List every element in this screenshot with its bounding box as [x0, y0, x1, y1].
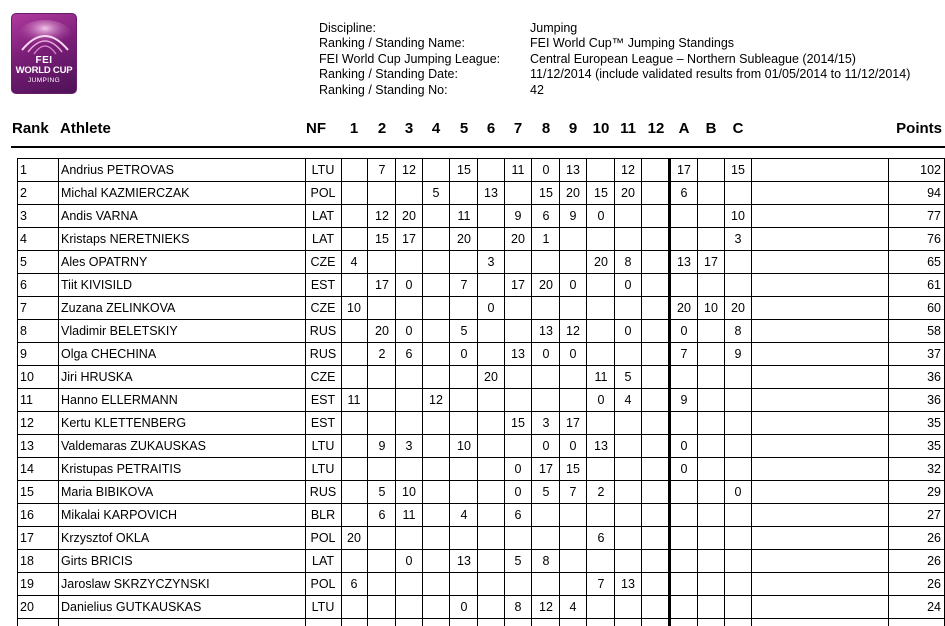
points-cell: 32: [927, 462, 941, 476]
nf-cell: LAT: [312, 554, 334, 568]
score-cell: 0: [597, 393, 605, 407]
score-cell: 20: [457, 232, 471, 246]
athlete-name: Tiit KIVISILD: [61, 278, 133, 292]
nf-cell: BLR: [310, 508, 336, 522]
score-cell: 7: [460, 278, 468, 292]
score-cell: 11: [457, 209, 471, 223]
points-cell: 60: [927, 301, 941, 315]
points-cell: 76: [927, 232, 941, 246]
score-cell: 8: [734, 324, 742, 338]
score-cell: 8: [542, 554, 550, 568]
nf-cell: RUS: [309, 347, 337, 361]
score-cell: 0: [597, 209, 605, 223]
score-cell: 15: [566, 462, 580, 476]
score-cell: 17: [375, 278, 389, 292]
athlete-name: Jaroslaw SKRZYCZYNSKI: [61, 577, 210, 591]
score-cell: 6: [514, 508, 522, 522]
nf-cell: RUS: [309, 324, 337, 338]
score-cell: 9: [514, 209, 522, 223]
score-cell: 5: [378, 485, 386, 499]
header-divider: [11, 146, 945, 148]
standing-info: [319, 21, 910, 98]
score-cell: 11: [347, 393, 361, 407]
nf-cell: LTU: [311, 439, 335, 453]
standings-table: [17, 158, 945, 626]
rank-cell: 14: [20, 462, 34, 476]
points-cell: 61: [927, 278, 941, 292]
score-cell: 0: [405, 278, 413, 292]
score-cell: 0: [734, 485, 742, 499]
score-cell: 12: [566, 324, 580, 338]
score-cell: 3: [542, 416, 550, 430]
score-cell: 2: [597, 485, 605, 499]
score-cell: 13: [484, 186, 498, 200]
score-cell: 5: [624, 370, 632, 384]
points-cell: 58: [927, 324, 941, 338]
nf-cell: CZE: [310, 301, 336, 315]
info-row: [319, 83, 910, 98]
score-cell: 4: [350, 255, 358, 269]
score-cell: 4: [624, 393, 632, 407]
athlete-name: Kristaps NERETNIEKS: [61, 232, 190, 246]
points-cell: 65: [927, 255, 941, 269]
score-cell: 6: [597, 531, 605, 545]
rank-cell: 7: [20, 301, 27, 315]
points-cell: 102: [920, 163, 941, 177]
score-cell: 7: [680, 347, 688, 361]
score-cell: 11: [511, 163, 525, 177]
score-cell: 20: [484, 370, 498, 384]
score-cell: 20: [511, 232, 525, 246]
athlete-name: Olga CHECHINA: [61, 347, 157, 361]
nf-cell: EST: [310, 393, 336, 407]
header-event-9: 9: [568, 120, 578, 137]
info-row: [319, 52, 910, 67]
header-athlete: Athlete: [60, 120, 111, 137]
athlete-name: Andis VARNA: [61, 209, 138, 223]
score-cell: 17: [677, 163, 691, 177]
score-cell: 12: [621, 163, 635, 177]
points-cell: 36: [927, 370, 941, 384]
score-cell: 11: [594, 370, 608, 384]
score-cell: 13: [539, 324, 553, 338]
score-cell: 15: [375, 232, 389, 246]
rank-cell: 4: [20, 232, 27, 246]
score-cell: 5: [432, 186, 440, 200]
score-cell: 0: [542, 163, 550, 177]
points-cell: 94: [927, 186, 941, 200]
score-cell: 12: [429, 393, 443, 407]
score-cell: 9: [734, 347, 742, 361]
rank-cell: 11: [20, 393, 33, 407]
nf-cell: CZE: [310, 370, 336, 384]
score-cell: 9: [569, 209, 577, 223]
athlete-name: Hanno ELLERMANN: [61, 393, 178, 407]
nf-cell: LTU: [311, 462, 335, 476]
score-cell: 20: [677, 301, 691, 315]
rank-cell: 12: [20, 416, 34, 430]
score-cell: 10: [347, 301, 361, 315]
score-cell: 0: [405, 554, 413, 568]
info-value: Central European League – Northern Subleague (2014/15): [530, 51, 856, 66]
score-cell: 3: [487, 255, 495, 269]
nf-cell: POL: [310, 186, 336, 200]
info-label: Ranking / Standing Name:: [319, 36, 465, 51]
score-cell: 0: [460, 347, 468, 361]
rank-cell: 18: [20, 554, 34, 568]
score-cell: 11: [402, 508, 416, 522]
score-cell: 8: [514, 600, 522, 614]
header-event-2: 2: [377, 120, 387, 137]
header-event-c: C: [732, 120, 744, 137]
rank-cell: 20: [20, 600, 34, 614]
info-value: 42: [530, 82, 544, 97]
athlete-name: Jiri HRUSKA: [61, 370, 133, 384]
score-cell: 13: [677, 255, 691, 269]
score-cell: 10: [457, 439, 471, 453]
score-cell: 0: [542, 439, 550, 453]
score-cell: 7: [378, 163, 386, 177]
nf-cell: RUS: [309, 485, 337, 499]
info-value: FEI World Cup™ Jumping Standings: [530, 36, 735, 51]
rank-cell: 19: [20, 577, 34, 591]
score-cell: 0: [624, 324, 632, 338]
score-cell: 20: [402, 209, 416, 223]
fei-world-cup-logo: [11, 13, 77, 94]
score-cell: 6: [542, 209, 550, 223]
header-event-10: 10: [592, 120, 610, 137]
score-cell: 6: [378, 508, 386, 522]
score-cell: 0: [514, 462, 522, 476]
rank-cell: 8: [20, 324, 27, 338]
score-cell: 1: [542, 232, 550, 246]
points-cell: 77: [927, 209, 941, 223]
score-cell: 9: [378, 439, 386, 453]
score-cell: 12: [375, 209, 389, 223]
athlete-name: Zuzana ZELINKOVA: [61, 301, 176, 315]
nf-cell: POL: [310, 531, 336, 545]
header-event-1: 1: [349, 120, 359, 137]
score-cell: 0: [514, 485, 522, 499]
score-cell: 0: [624, 278, 632, 292]
score-cell: 0: [680, 462, 688, 476]
nf-cell: LTU: [311, 163, 335, 177]
score-cell: 15: [594, 186, 608, 200]
nf-cell: EST: [310, 278, 336, 292]
header-event-5: 5: [459, 120, 469, 137]
score-cell: 7: [597, 577, 605, 591]
header-event-b: B: [705, 120, 717, 137]
score-cell: 0: [569, 347, 577, 361]
logo-jumping-text: JUMPING: [27, 77, 61, 84]
score-cell: 10: [731, 209, 745, 223]
athlete-name: Mikalai KARPOVICH: [61, 508, 177, 522]
points-cell: 36: [927, 393, 941, 407]
rank-cell: 16: [20, 508, 34, 522]
score-cell: 17: [566, 416, 580, 430]
score-cell: 0: [569, 278, 577, 292]
score-cell: 0: [680, 324, 688, 338]
score-cell: 6: [405, 347, 413, 361]
points-cell: 26: [927, 554, 941, 568]
score-cell: 17: [539, 462, 553, 476]
score-cell: 17: [511, 278, 525, 292]
points-cell: 35: [927, 416, 941, 430]
header-event-6: 6: [486, 120, 496, 137]
score-cell: 0: [569, 439, 577, 453]
score-cell: 13: [621, 577, 635, 591]
logo-fei-text: FEI: [35, 55, 53, 66]
score-cell: 0: [680, 439, 688, 453]
header-points: Points: [896, 120, 942, 137]
score-cell: 5: [460, 324, 468, 338]
athlete-name: Girts BRICIS: [61, 554, 133, 568]
header-event-a: A: [678, 120, 690, 137]
score-cell: 9: [680, 393, 688, 407]
info-label: FEI World Cup Jumping League:: [319, 51, 501, 66]
score-cell: 17: [704, 255, 718, 269]
score-cell: 0: [405, 324, 413, 338]
info-row: [319, 21, 910, 36]
header-event-11: 11: [620, 120, 636, 137]
points-cell: 26: [927, 577, 941, 591]
athlete-name: Kertu KLETTENBERG: [61, 416, 187, 430]
score-cell: 3: [405, 439, 413, 453]
nf-cell: LTU: [311, 600, 335, 614]
nf-cell: CZE: [310, 255, 336, 269]
athlete-name: Vladimir BELETSKIY: [61, 324, 178, 338]
score-cell: 0: [542, 347, 550, 361]
points-cell: 29: [927, 485, 941, 499]
score-cell: 15: [539, 186, 553, 200]
score-cell: 15: [731, 163, 745, 177]
points-cell: 35: [927, 439, 941, 453]
points-cell: 37: [927, 347, 941, 361]
rank-cell: 9: [20, 347, 27, 361]
athlete-name: Andrius PETROVAS: [61, 163, 175, 177]
header-event-3: 3: [404, 120, 414, 137]
score-cell: 5: [542, 485, 550, 499]
rank-cell: 2: [20, 186, 27, 200]
rank-cell: 6: [20, 278, 27, 292]
athlete-name: Ales OPATRNY: [61, 255, 148, 269]
logo-arena-icon: [18, 20, 72, 58]
header-event-4: 4: [431, 120, 441, 137]
score-cell: 6: [680, 186, 688, 200]
score-cell: 13: [511, 347, 525, 361]
score-cell: 20: [347, 531, 361, 545]
rank-cell: 1: [20, 163, 27, 177]
score-cell: 13: [594, 439, 608, 453]
header-nf: NF: [306, 120, 326, 137]
athlete-name: Maria BIBIKOVA: [61, 485, 154, 499]
info-label: Ranking / Standing Date:: [319, 67, 458, 82]
header-event-7: 7: [513, 120, 523, 137]
info-label: Ranking / Standing No:: [319, 82, 448, 97]
points-cell: 26: [927, 531, 941, 545]
rank-cell: 15: [20, 485, 34, 499]
score-cell: 2: [378, 347, 386, 361]
column-divider: [17, 158, 18, 626]
score-cell: 10: [704, 301, 718, 315]
score-cell: 10: [402, 485, 416, 499]
nf-cell: LAT: [312, 209, 334, 223]
athlete-name: Valdemaras ZUKAUSKAS: [61, 439, 206, 453]
score-cell: 0: [487, 301, 495, 315]
info-label: Discipline:: [319, 21, 376, 35]
rank-cell: 10: [20, 370, 34, 384]
points-cell: 24: [927, 600, 941, 614]
nf-cell: POL: [310, 577, 336, 591]
score-cell: 15: [457, 163, 471, 177]
rank-cell: 3: [20, 209, 27, 223]
column-divider: [58, 158, 59, 626]
score-cell: 4: [569, 600, 577, 614]
header-rank: Rank: [12, 120, 49, 137]
info-value: 11/12/2014 (include validated results from 01/05/2014 to 11/12/2014): [530, 67, 911, 82]
info-row: [319, 67, 910, 82]
score-cell: 20: [539, 278, 553, 292]
score-cell: 3: [734, 232, 742, 246]
score-cell: 12: [402, 163, 416, 177]
score-cell: 20: [594, 255, 608, 269]
athlete-name: Kristupas PETRAITIS: [61, 462, 182, 476]
logo-world-cup-text: WORLD CUP: [15, 65, 73, 76]
score-cell: 13: [457, 554, 471, 568]
rank-cell: 17: [20, 531, 34, 545]
header-event-12: 12: [647, 120, 665, 137]
header-event-8: 8: [541, 120, 551, 137]
score-cell: 4: [460, 508, 468, 522]
score-cell: 20: [621, 186, 635, 200]
rank-cell: 5: [20, 255, 27, 269]
score-cell: 13: [566, 163, 580, 177]
score-cell: 7: [569, 485, 577, 499]
athlete-name: Krzysztof OKLA: [61, 531, 150, 545]
nf-cell: EST: [310, 416, 336, 430]
points-cell: 27: [927, 508, 941, 522]
score-cell: 15: [511, 416, 525, 430]
athlete-name: Danielius GUTKAUSKAS: [61, 600, 202, 614]
score-cell: 8: [624, 255, 632, 269]
score-cell: 5: [514, 554, 522, 568]
score-cell: 20: [375, 324, 389, 338]
score-cell: 12: [539, 600, 553, 614]
score-cell: 20: [731, 301, 745, 315]
score-cell: 6: [350, 577, 358, 591]
score-cell: 20: [566, 186, 580, 200]
score-cell: 0: [460, 600, 468, 614]
score-cell: 17: [402, 232, 416, 246]
athlete-name: Michal KAZMIERCZAK: [61, 186, 190, 200]
info-value: Jumping: [530, 21, 578, 35]
rank-cell: 13: [20, 439, 34, 453]
nf-cell: LAT: [312, 232, 334, 246]
info-row: [319, 36, 910, 51]
